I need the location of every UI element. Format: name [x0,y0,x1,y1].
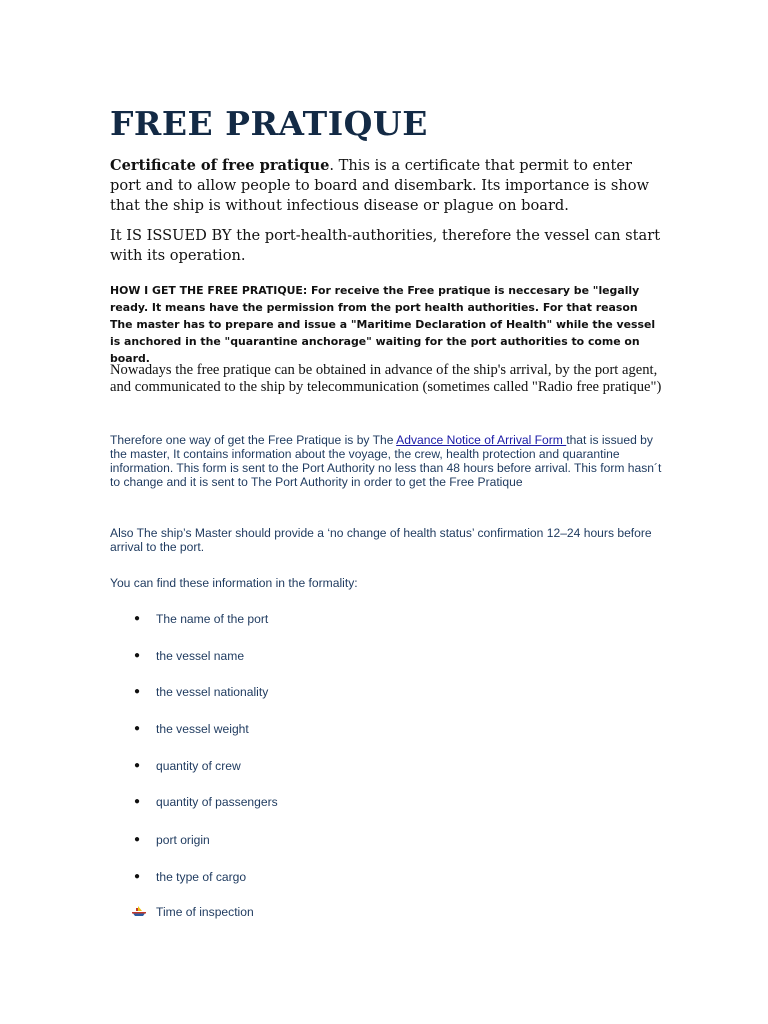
bullet-icon: ● [133,871,141,882]
list-item [110,794,510,810]
bullet-icon: ● [133,650,141,661]
list-item [110,721,510,737]
list-item-text: the vessel weight [156,722,249,736]
list-item-text: the vessel nationality [156,685,269,699]
list-item [110,904,510,920]
document-title: FREE PRATIQUE [110,104,428,143]
list-item [110,684,510,700]
bullet-icon: ● [133,796,141,807]
intro-text: . This is a certificate that permit to enter port and to allow people to board and disembark. Its importance is show that the ship is without infectious disease or plague on board. [110,157,649,214]
list-item [110,648,510,664]
list-item-text: Time of inspection [156,905,254,919]
therefore-paragraph [110,433,662,489]
list-item [110,832,510,848]
list-item-text: port origin [156,833,210,847]
issued-paragraph: It IS ISSUED BY the port-health-authorities, therefore the vessel can start with its operation. [110,227,661,264]
nowadays-paragraph: Nowadays the free pratique can be obtained in advance of the ship's arrival, by the port agent, and communicated to the ship by telecommunication (sometimes called "Radio free pratique") [110,362,662,395]
also-paragraph: Also The ship’s Master should provide a ‘no change of health status’ confirmation 12–24 hours before arrival to the port. [110,526,652,554]
bullet-icon: ● [133,723,141,734]
therefore-text-after: that is issued by the master, It contains information about the voyage, the crew, health protection and quarantine information. This form is sent to the Port Authority no less than 48 hours before arrival. This form hasn´t to change and it is sent to The Port Authority in order to get the Free Pratique [110,433,662,489]
list-item-text: quantity of passengers [156,795,278,809]
list-item [110,758,510,774]
intro-paragraph [110,156,662,216]
list-item-text: The name of the port [156,612,269,626]
list-item-text: quantity of crew [156,759,241,773]
list-item-text: the vessel name [156,649,245,663]
find-info-paragraph: You can find these information in the formality: [110,576,358,590]
how-to-get-paragraph: HOW I GET THE FREE PRATIQUE: For receive the Free pratique is neccesary be "legally ready. It means have the permission from the port health authorities. For that reason The master has to prepare and issue a "Maritime Declaration of Health" while the vessel is anchored in the "quarantine anchorage" waiting for the port authorities to come on board. [110,284,656,365]
ship-bullet-icon [132,906,146,917]
list-item [110,869,510,885]
bullet-icon: ● [133,760,141,771]
therefore-text-before: Therefore one way of get the Free Pratique is by The [110,433,397,447]
advance-notice-link[interactable]: Advance Notice of Arrival Form [396,433,567,447]
bullet-icon: ● [133,686,141,697]
list-item [110,611,510,627]
intro-bold-term: Certificate of free pratique [110,157,330,174]
bullet-icon: ● [133,613,141,624]
list-item-text: the type of cargo [156,870,247,884]
bullet-icon: ● [133,834,141,845]
